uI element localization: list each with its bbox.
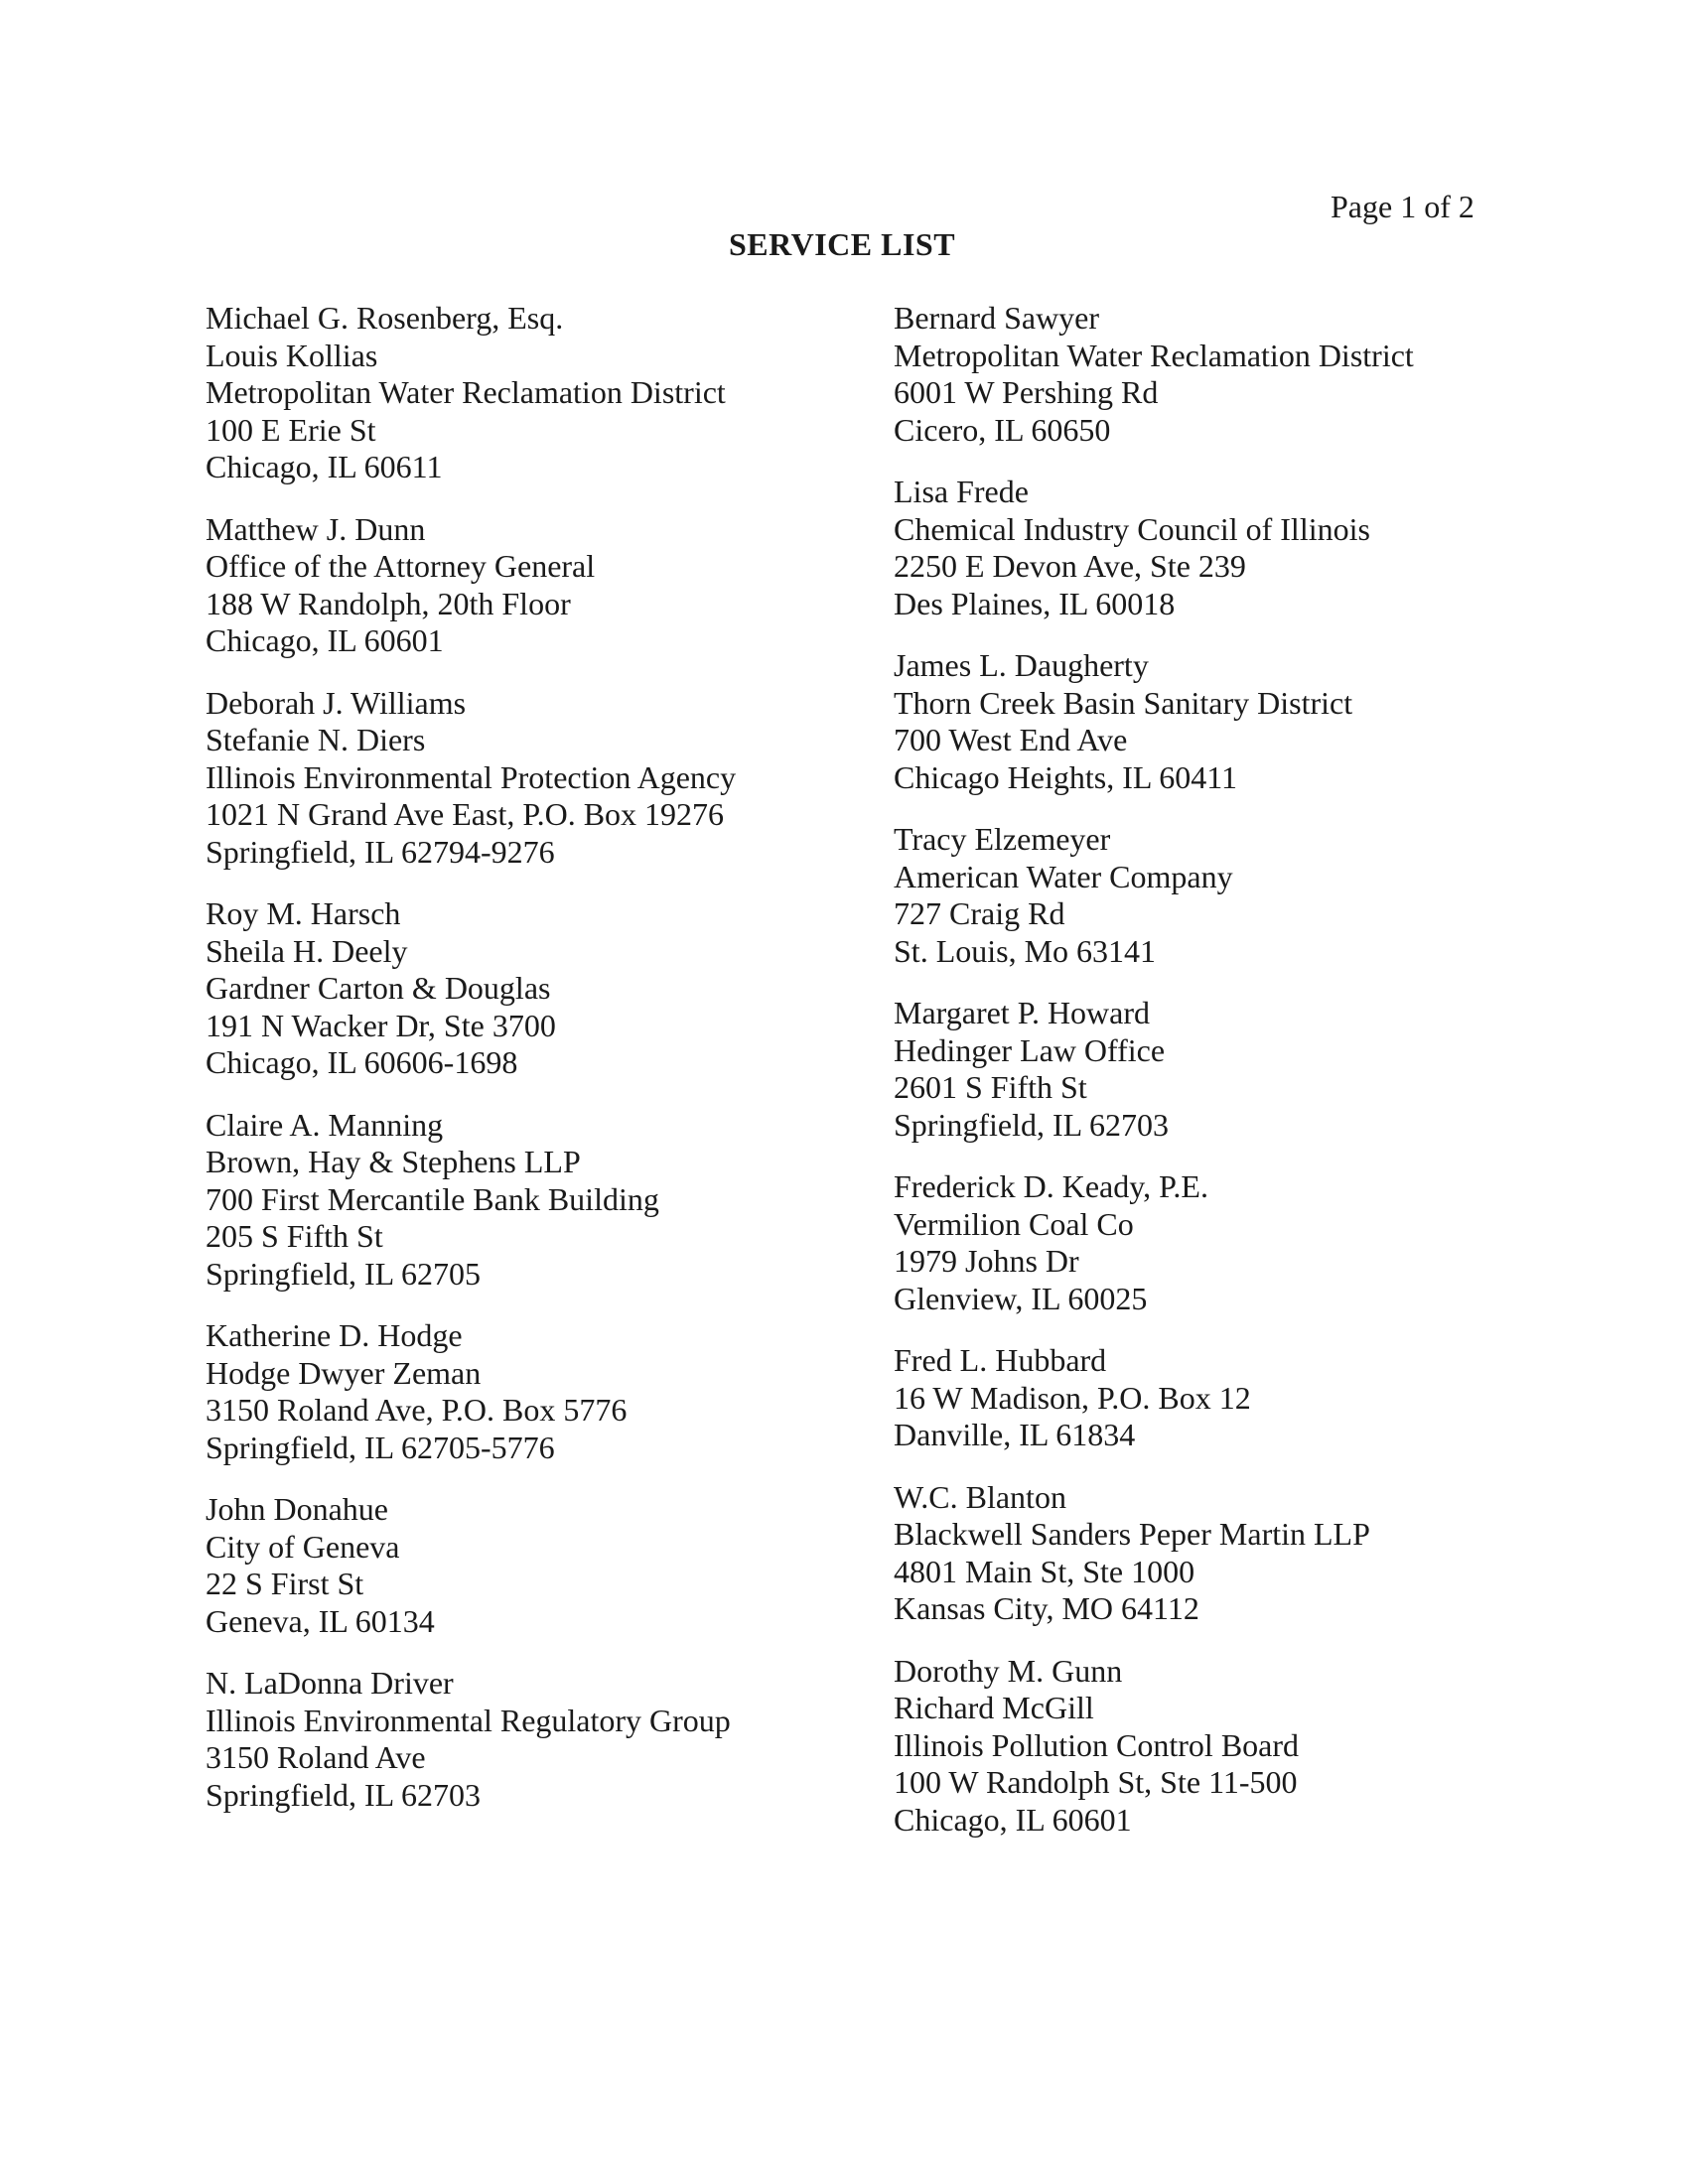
address-line: Springfield, IL 62794-9276 <box>206 833 555 870</box>
recipient-name: Deborah J. Williams <box>206 684 467 721</box>
page-number: Page 1 of 2 <box>1331 189 1474 224</box>
address-line: 1979 Johns Dr <box>894 1243 1079 1279</box>
address-line: Brown, Hay & Stephens LLP <box>206 1144 581 1179</box>
recipient-name: Lisa Frede <box>894 474 1029 509</box>
address-line: 700 First Mercantile Bank Building <box>206 1180 659 1217</box>
service-list-entry <box>894 300 1549 449</box>
service-list-entry <box>894 995 1549 1144</box>
recipient-name: N. LaDonna Driver <box>206 1665 454 1701</box>
address-line: 191 N Wacker Dr, Ste 3700 <box>206 1007 556 1043</box>
address-line: Chicago, IL 60601 <box>894 1801 1132 1838</box>
address-line: Sheila H. Deely <box>206 932 408 969</box>
recipient-name: Margaret P. Howard <box>894 995 1151 1030</box>
address-line: Hodge Dwyer Zeman <box>206 1354 482 1391</box>
recipient-name: Matthew J. Dunn <box>206 510 426 547</box>
address-line: Hedinger Law Office <box>894 1031 1166 1068</box>
address-line: Chemical Industry Council of Illinois <box>894 510 1370 547</box>
recipient-name: Katherine D. Hodge <box>206 1317 463 1353</box>
address-line: Illinois Pollution Control Board <box>894 1726 1300 1763</box>
service-list-entry <box>206 895 861 1082</box>
address-line: Richard McGill <box>894 1690 1094 1725</box>
address-line: Louis Kollias <box>206 337 378 373</box>
address-line: 16 W Madison, P.O. Box 12 <box>894 1379 1251 1416</box>
service-list-entry <box>894 1342 1549 1454</box>
address-line: Blackwell Sanders Peper Martin LLP <box>894 1516 1370 1552</box>
address-line: Chicago, IL 60611 <box>206 449 443 484</box>
recipient-name: Tracy Elzemeyer <box>894 821 1111 857</box>
recipient-name: Claire A. Manning <box>206 1106 444 1143</box>
address-line: Chicago Heights, IL 60411 <box>894 758 1238 795</box>
address-line: 4801 Main St, Ste 1000 <box>894 1553 1195 1589</box>
address-line: City of Geneva <box>206 1528 400 1565</box>
address-line: 1021 N Grand Ave East, P.O. Box 19276 <box>206 796 725 832</box>
address-line: American Water Company <box>894 858 1233 894</box>
address-line: Vermilion Coal Co <box>894 1205 1134 1242</box>
recipient-name: Michael G. Rosenberg, Esq. <box>206 300 564 336</box>
address-line: 3150 Roland Ave <box>206 1739 426 1775</box>
service-list-entry <box>206 511 861 660</box>
service-list-entry <box>894 1479 1549 1628</box>
address-line: 700 West End Ave <box>894 722 1128 757</box>
address-line: 3150 Roland Ave, P.O. Box 5776 <box>206 1392 628 1428</box>
address-line: Des Plaines, IL 60018 <box>894 585 1176 621</box>
address-line: Glenview, IL 60025 <box>894 1280 1148 1316</box>
address-line: Metropolitan Water Reclamation District <box>206 374 726 410</box>
service-list-left-column <box>206 300 861 1839</box>
address-line: Springfield, IL 62705 <box>206 1255 481 1292</box>
recipient-name: James L. Daugherty <box>894 647 1149 683</box>
service-list-entry <box>206 300 861 486</box>
service-list-entry <box>206 1491 861 1640</box>
address-line: Springfield, IL 62705-5776 <box>206 1429 555 1465</box>
address-line: 6001 W Pershing Rd <box>894 374 1159 410</box>
recipient-name: Frederick D. Keady, P.E. <box>894 1168 1208 1204</box>
address-line: Kansas City, MO 64112 <box>894 1590 1199 1626</box>
address-line: Chicago, IL 60606-1698 <box>206 1044 518 1080</box>
address-line: St. Louis, Mo 63141 <box>894 932 1157 969</box>
address-line: 2250 E Devon Ave, Ste 239 <box>894 548 1246 584</box>
service-list-entry <box>894 1653 1549 1840</box>
address-line: Springfield, IL 62703 <box>894 1106 1169 1143</box>
address-line: 100 W Randolph St, Ste 11-500 <box>894 1764 1298 1800</box>
address-line: Illinois Environmental Protection Agency <box>206 758 737 795</box>
address-line: Stefanie N. Diers <box>206 722 426 757</box>
recipient-name: John Donahue <box>206 1491 388 1527</box>
service-list-entry <box>894 474 1549 622</box>
address-line: 100 E Erie St <box>206 411 376 448</box>
recipient-name: W.C. Blanton <box>894 1478 1066 1515</box>
address-line: Geneva, IL 60134 <box>206 1602 435 1639</box>
address-line: Gardner Carton & Douglas <box>206 970 551 1006</box>
recipient-name: Dorothy M. Gunn <box>894 1652 1123 1689</box>
address-line: Cicero, IL 60650 <box>894 411 1111 448</box>
address-line: 205 S Fifth St <box>206 1218 383 1254</box>
address-line: 22 S First St <box>206 1566 364 1601</box>
address-line: Chicago, IL 60601 <box>206 622 444 658</box>
recipient-name: Fred L. Hubbard <box>894 1342 1107 1378</box>
service-list-entry <box>894 647 1549 796</box>
page-title: SERVICE LIST <box>728 226 956 262</box>
address-line: Office of the Attorney General <box>206 548 596 584</box>
address-line: 2601 S Fifth St <box>894 1069 1087 1105</box>
address-line: Thorn Creek Basin Sanitary District <box>894 684 1353 721</box>
service-list-entry <box>894 1168 1549 1317</box>
address-line: Illinois Environmental Regulatory Group <box>206 1702 731 1738</box>
address-line: Metropolitan Water Reclamation District <box>894 337 1414 373</box>
service-list-entry <box>206 1107 861 1294</box>
service-list-entry <box>206 1665 861 1814</box>
recipient-name: Roy M. Harsch <box>206 895 401 931</box>
address-line: 188 W Randolph, 20th Floor <box>206 585 571 621</box>
service-list-entry <box>206 1317 861 1466</box>
address-line: Springfield, IL 62703 <box>206 1776 481 1813</box>
address-line: Danville, IL 61834 <box>894 1417 1136 1452</box>
service-list-entry <box>894 821 1549 970</box>
recipient-name: Bernard Sawyer <box>894 300 1100 336</box>
service-list-right-column <box>894 300 1549 1863</box>
address-line: 727 Craig Rd <box>894 895 1065 931</box>
service-list-entry <box>206 685 861 872</box>
